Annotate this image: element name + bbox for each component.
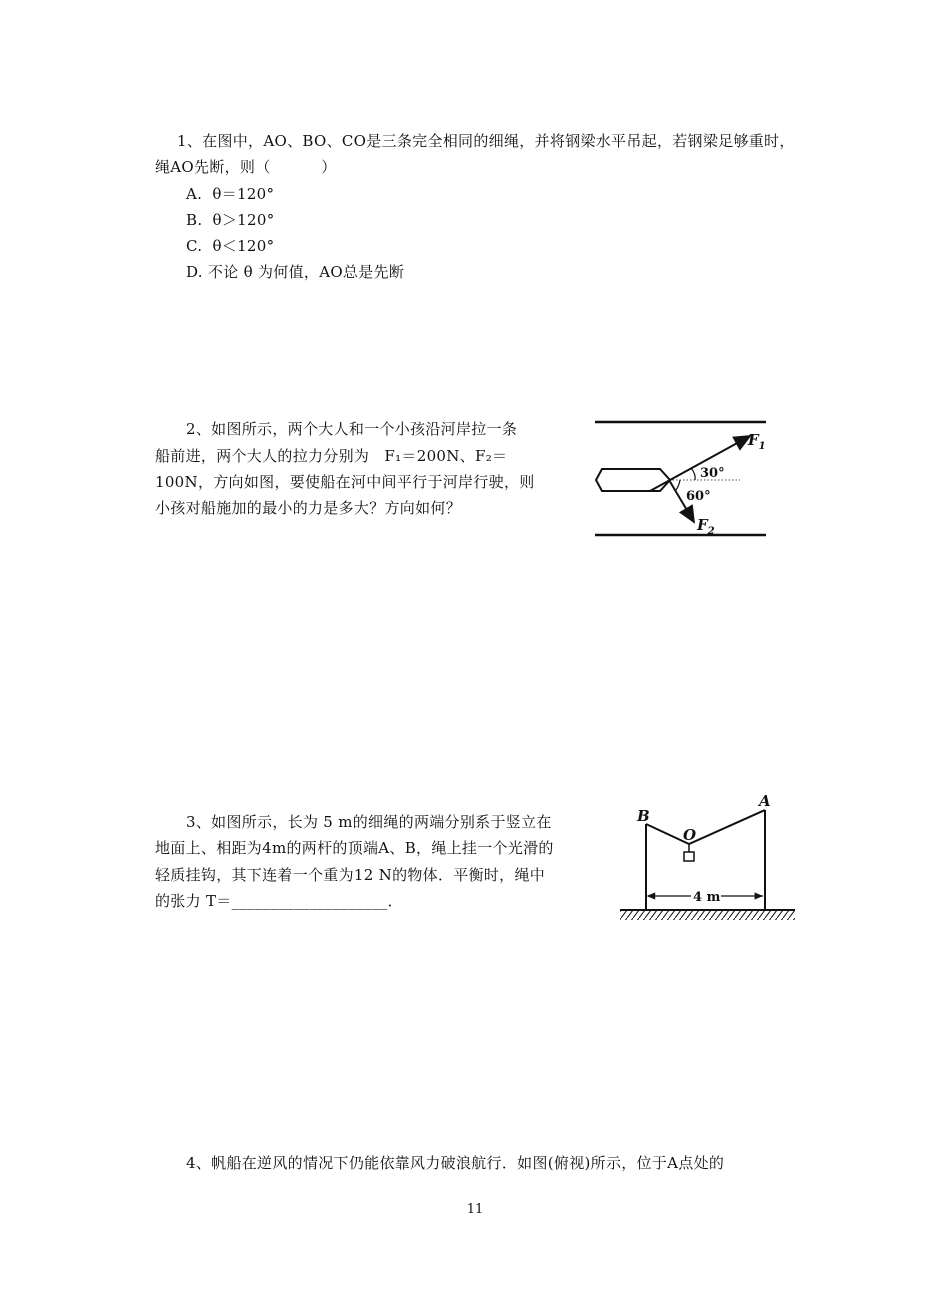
q1-option-b: B. θ＞120° — [186, 211, 275, 229]
q2-stem-line2: 船前进，两个大人的拉力分别为 F₁＝200N、F₂＝ — [155, 447, 508, 465]
ground-hatching — [620, 910, 795, 920]
q2-stem-line1: 2、如图所示，两个大人和一个小孩沿河岸拉一条 — [186, 420, 518, 438]
q3-stem-line2: 地面上、相距为4m的两杆的顶端A、B，绳上挂一个光滑的 — [155, 839, 554, 857]
q3-stem-line3: 轻质挂钩，其下连着一个重为12 N的物体．平衡时，绳中 — [155, 866, 546, 884]
boat-shape — [596, 469, 670, 491]
q1-stem-line2: 绳AO先断，则（ ） — [155, 158, 337, 176]
angle-60-arc — [676, 480, 680, 490]
q1-option-a: A. θ＝120° — [186, 185, 275, 203]
label-b: B — [637, 807, 650, 825]
q2-stem-line4: 小孩对船施加的最小的力是多大？方向如何？ — [155, 499, 462, 517]
page-number: 11 — [466, 1202, 484, 1217]
label-a: A — [759, 792, 771, 810]
q3-rope-figure — [615, 790, 805, 930]
q1-option-d: D. 不论 θ 为何值，AO总是先断 — [186, 263, 405, 281]
q3-stem-line1: 3、如图所示，长为 5 m的细绳的两端分别系于竖立在 — [186, 813, 552, 831]
rope — [646, 810, 765, 844]
q1-option-c: C. θ＜120° — [186, 237, 275, 255]
q3-stem-line4: 的张力 T＝____________________． — [155, 892, 403, 910]
distance-label: 4 m — [693, 890, 721, 905]
label-o: O — [683, 826, 697, 844]
angle-30-label: 30° — [700, 466, 725, 481]
q2-boat-figure — [590, 412, 780, 542]
q4-stem-line1: 4、帆船在逆风的情况下仍能依靠风力破浪航行．如图(俯视)所示，位于A点处的 — [186, 1154, 725, 1172]
q1-stem-line1: 1、在图中，AO、BO、CO是三条完全相同的细绳，并将钢梁水平吊起，若钢梁足够重时， — [177, 132, 795, 150]
q2-stem-line3: 100N，方向如图，要使船在河中间平行于河岸行驶，则 — [155, 473, 535, 491]
f1-label: $F_1$ — [748, 431, 766, 452]
hanging-weight — [684, 852, 694, 861]
angle-60-label: 60° — [686, 489, 711, 504]
angle-30-arc — [691, 468, 695, 480]
f2-label: $F_2$ — [697, 516, 715, 537]
force-f1-arrow — [650, 436, 750, 491]
